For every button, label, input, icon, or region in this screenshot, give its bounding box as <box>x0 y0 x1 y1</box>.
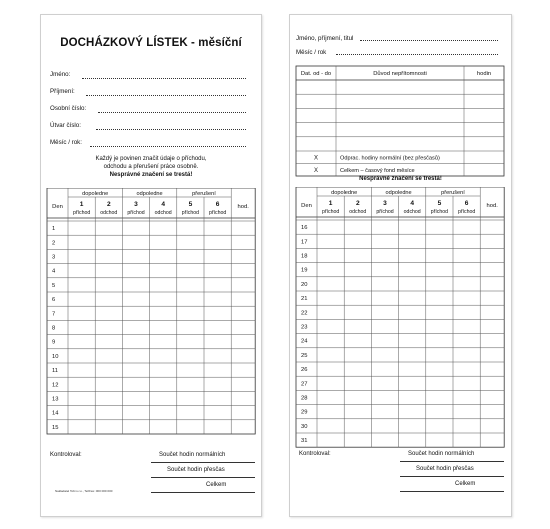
col-number-3: 3 <box>134 201 138 208</box>
col-number-1: 1 <box>79 201 84 208</box>
col-number-4: 4 <box>161 201 166 208</box>
name-title-dotted-line <box>360 40 498 41</box>
day-number-10: 10 <box>52 353 59 360</box>
day-number-7: 7 <box>52 311 56 318</box>
personal-number-label: Osobní číslo: <box>50 105 87 112</box>
month-year-label: Měsíc / rok <box>296 49 327 56</box>
col-hod-header: hod. <box>237 204 249 210</box>
personal-number-field[interactable] <box>50 105 246 114</box>
last-name-field[interactable] <box>50 88 246 97</box>
day-number-31: 31 <box>301 438 308 445</box>
col-sub-4: odchod <box>154 210 172 216</box>
col-sub-4: odchod <box>403 209 421 215</box>
col-number-5: 5 <box>188 201 193 208</box>
absence-date-header: Dat. od - do <box>300 71 332 77</box>
day-number-30: 30 <box>301 423 308 430</box>
col-number-6: 6 <box>215 201 220 208</box>
note-line-1: Každý je povinen značit údaje o příchodu, <box>95 156 207 162</box>
publisher-imprint: Nakladatel Tobi s.r.o., Tel/Fax: 000 000 000 <box>55 489 113 493</box>
group-header-1: dopoledne <box>331 190 358 196</box>
kontroloval-label: Kontroloval: <box>299 451 331 457</box>
name-title-line <box>360 35 498 42</box>
sum-normal-label: Součet hodin normálních <box>159 452 226 458</box>
sum-normal-line <box>400 461 504 462</box>
col-sub-6: příchod <box>208 210 227 216</box>
x-mark-2: X <box>313 168 319 174</box>
attendance-table-days-1-15 <box>41 188 261 460</box>
day-number-15: 15 <box>52 424 59 431</box>
day-number-21: 21 <box>301 296 308 303</box>
x-row-label-2: Celkem – časový fond měsíce <box>340 168 415 174</box>
col-hod-header: hod. <box>486 203 498 209</box>
day-number-11: 11 <box>52 368 59 375</box>
attendance-card-back <box>289 14 512 517</box>
grid-frame <box>47 188 255 434</box>
day-number-18: 18 <box>301 253 308 260</box>
department-number-field[interactable] <box>50 122 246 131</box>
note-warning: Nesprávné značení se trestá! <box>109 172 193 178</box>
col-sub-2: odchod <box>349 209 367 215</box>
first-name-dotted-line <box>82 78 246 79</box>
grid-frame <box>296 187 504 447</box>
col-den-header: Den <box>52 204 63 210</box>
col-number-1: 1 <box>328 200 333 207</box>
group-header-1: dopoledne <box>82 191 109 197</box>
day-number-25: 25 <box>301 352 308 359</box>
card-title: DOCHÁZKOVÝ LÍSTEK - měsíční <box>60 37 242 49</box>
day-number-20: 20 <box>301 281 308 288</box>
department-number-label: Útvar číslo: <box>50 122 81 129</box>
day-number-24: 24 <box>301 338 308 345</box>
sum-overtime-label: Součet hodin přesčas <box>416 466 474 472</box>
month-year-label: Měsíc / rok: <box>50 139 82 146</box>
month-year-line <box>336 49 498 56</box>
month-year-field[interactable] <box>50 139 246 148</box>
day-number-26: 26 <box>301 367 308 374</box>
day-number-6: 6 <box>52 297 56 304</box>
col-sub-1: příchod <box>72 210 91 216</box>
day-number-19: 19 <box>301 267 308 274</box>
col-sub-5: příchod <box>181 210 200 216</box>
day-number-29: 29 <box>301 409 308 416</box>
month-year-dotted-line <box>90 146 246 147</box>
absence-table <box>290 61 511 185</box>
day-number-1: 1 <box>52 226 56 233</box>
col-sub-3: příchod <box>127 210 145 216</box>
sum-overtime-line <box>151 477 255 478</box>
attendance-table-days-16-31 <box>290 187 511 451</box>
warning-note: Nesprávné značení se trestá! <box>359 176 442 182</box>
day-number-14: 14 <box>52 410 59 417</box>
note-line-2: odchodu a přerušení práce osobně. <box>103 164 199 170</box>
col-sub-6: příchod <box>457 209 476 215</box>
day-number-28: 28 <box>301 395 308 402</box>
x-row-label-1: Odprac. hodiny normální (bez přesčasů) <box>340 155 440 162</box>
col-number-2: 2 <box>355 200 360 207</box>
attendance-card-front <box>40 14 262 517</box>
group-header-2: odpoledne <box>385 190 412 196</box>
first-name-label: Jméno: <box>50 71 71 78</box>
month-year-field[interactable] <box>296 49 326 56</box>
day-number-8: 8 <box>52 325 56 332</box>
day-number-16: 16 <box>301 225 308 232</box>
last-name-dotted-line <box>86 95 246 96</box>
day-number-13: 13 <box>52 396 59 403</box>
day-number-4: 4 <box>52 268 56 275</box>
name-title-label: Jméno, příjmení, titul <box>296 35 354 42</box>
absence-reason-header: Důvod nepřítomnosti <box>373 71 427 77</box>
sum-overtime-line <box>400 476 504 477</box>
sum-total-line <box>400 491 504 492</box>
sum-normal-line <box>151 462 255 463</box>
first-name-field[interactable] <box>50 71 246 80</box>
name-title-field[interactable] <box>296 35 353 42</box>
col-number-2: 2 <box>106 201 111 208</box>
col-sub-2: odchod <box>100 210 118 216</box>
sum-total-label: Celkem <box>206 482 227 488</box>
sum-total-line <box>151 492 255 493</box>
day-number-23: 23 <box>301 324 308 331</box>
col-sub-3: příchod <box>376 209 394 215</box>
day-number-27: 27 <box>301 381 308 388</box>
day-number-3: 3 <box>52 254 56 261</box>
col-sub-5: příchod <box>430 209 449 215</box>
col-sub-1: příchod <box>321 209 340 215</box>
group-header-3: přerušení <box>192 191 216 197</box>
col-den-header: Den <box>301 203 312 209</box>
col-number-4: 4 <box>410 200 415 207</box>
last-name-label: Příjmení: <box>50 88 75 95</box>
x-mark-1: X <box>313 155 319 162</box>
department-number-dotted-line <box>96 129 246 130</box>
personal-number-dotted-line <box>98 112 246 113</box>
month-year-dotted-line <box>336 54 498 55</box>
sum-normal-label: Součet hodin normálních <box>408 451 475 457</box>
day-number-9: 9 <box>52 339 56 346</box>
day-number-17: 17 <box>301 239 308 246</box>
kontroloval-label: Kontroloval: <box>50 452 82 458</box>
day-number-2: 2 <box>52 240 56 247</box>
day-number-5: 5 <box>52 282 56 289</box>
absence-hours-header: hodin <box>476 71 492 77</box>
col-number-6: 6 <box>464 200 469 207</box>
group-header-2: odpoledne <box>136 191 163 197</box>
sum-total-label: Celkem <box>455 481 476 487</box>
col-number-3: 3 <box>383 200 387 207</box>
day-number-22: 22 <box>301 310 308 317</box>
group-header-3: přerušení <box>441 190 465 196</box>
col-number-5: 5 <box>437 200 442 207</box>
sum-overtime-label: Součet hodin přesčas <box>167 467 225 473</box>
day-number-12: 12 <box>52 382 59 389</box>
instruction-note <box>41 155 261 179</box>
